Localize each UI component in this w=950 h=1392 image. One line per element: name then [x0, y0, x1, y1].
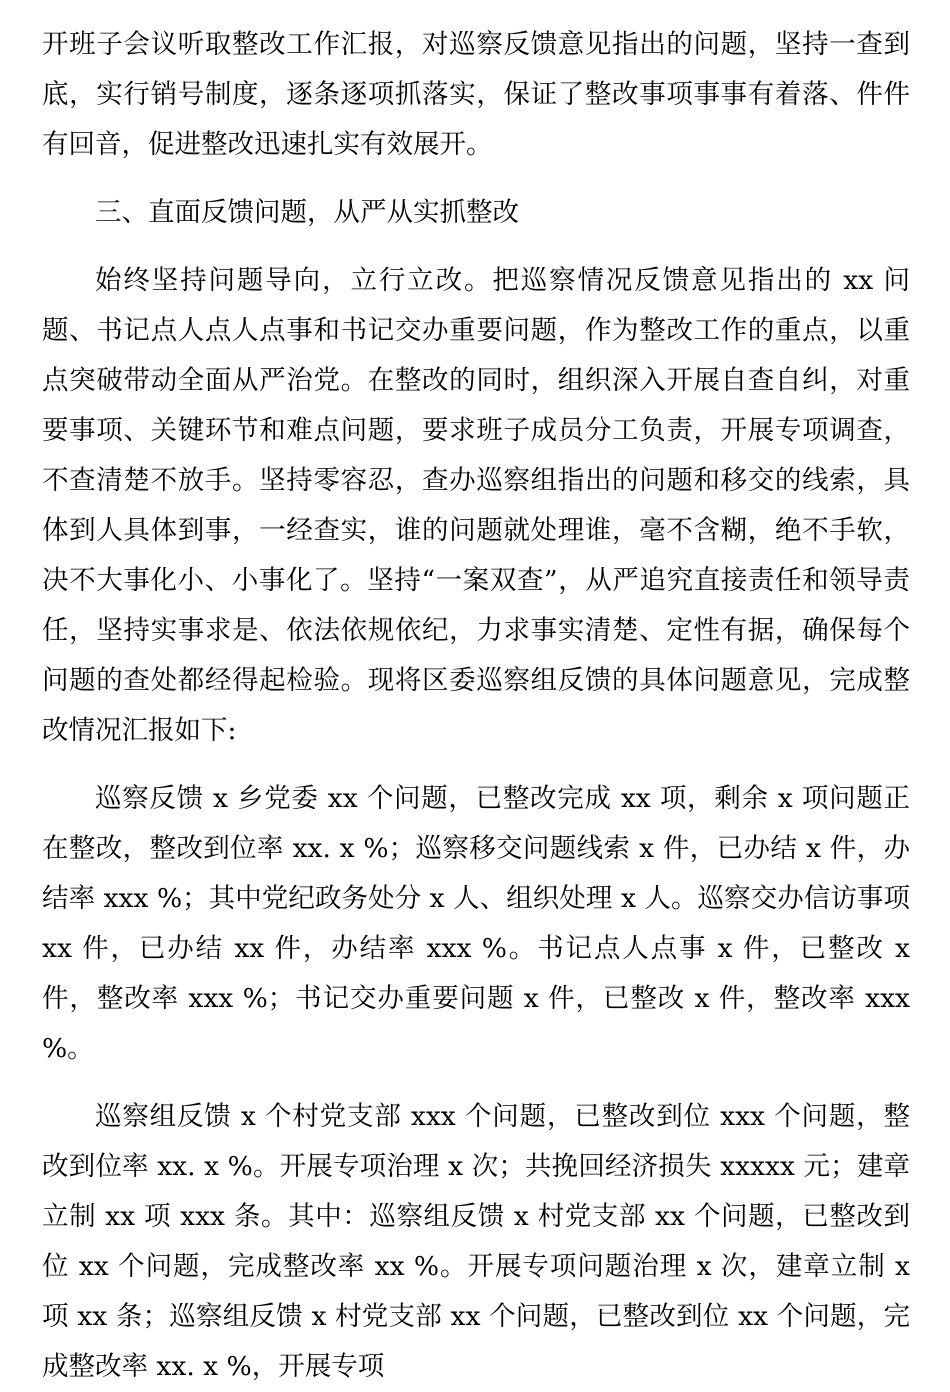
village-stats-paragraph: 巡察组反馈 x 个村党支部 xxx 个问题，已整改到位 xxx 个问题，整改到位率 xx. x %。开展专项治理 x 次；共挽回经济损失 xxxxx 元；建章立制 xx 项 xxx 条。其中：巡察组反馈 x 村党支部 xx 个问题，已整改到位 xx 个问题，完成整改率 xx %。开展专项问题治理 x 次，建章立制 x 项 xx 条；巡察组反馈 x 村党支部 xx 个问题，已整改到位 xx 个问题，完成整改率 xx. x %，开展专项 — [42, 1101, 910, 1382]
township-stats-paragraph: 巡察反馈 x 乡党委 xx 个问题，已整改完成 xx 项，剩余 x 项问题正在整改，整改到位率 xx. x %；巡察移交问题线索 x 件，已办结 x 件，办结率 xxx %；其中党纪政务处分 x 人、组织处理 x 人。巡察交办信访事项 xx 件，已办结 xx 件，办结率 xxx %。书记点人点事 x 件，已整改 x 件，整改率 xxx %；书记交办重要问题 x 件，已整改 x 件，整改率 xxx %。 — [42, 783, 910, 1064]
continuation-paragraph: 开班子会议听取整改工作汇报，对巡察反馈意见指出的问题，坚持一查到底，实行销号制度，逐条逐项抓落实，保证了整改事项事事有着落、件件有回音，促进整改迅速扎实有效展开。 — [42, 29, 910, 160]
intro-paragraph: 始终坚持问题导向，立行立改。把巡察情况反馈意见指出的 xx 问题、书记点人点人点事和书记交办重要问题，作为整改工作的重点，以重点突破带动全面从严治党。在整改的同时，组织深入开展自查自纠，对重要事项、关键环节和难点问题，要求班子成员分工负责，开展专项调查，不查清楚不放手。坚持零容忍，查办巡察组指出的问题和移交的线索，具体到人具体到事，一经查实，谁的问题就处理谁，毫不含糊，绝不手软，决不大事化小、小事化了。坚持“一案双查”，从严追究直接责任和领导责任，坚持实事求是、依法依规依纪，力求事实清楚、定性有据，确保每个问题的查处都经得起检验。现将区委巡察组反馈的具体问题意见，完成整改情况汇报如下: — [42, 265, 910, 746]
document-page — [42, 0, 910, 1382]
section-heading: 三、直面反馈问题，从严从实抓整改 — [95, 197, 519, 228]
